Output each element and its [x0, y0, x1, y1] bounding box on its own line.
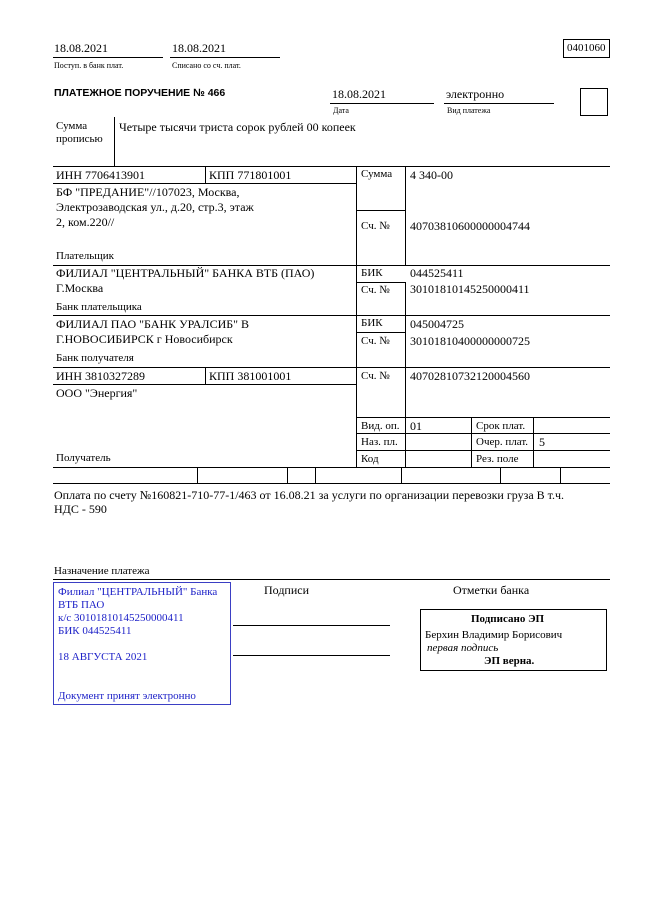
sum-words-value: Четыре тысячи триста сорок рублей 00 копеек: [119, 120, 356, 134]
grid-v-labels-5: [405, 367, 406, 417]
received-date-label: Поступ. в банк плат.: [54, 61, 124, 70]
grid-line-tax-top: [53, 467, 610, 468]
grid-v-payee-inn-kpp: [205, 367, 206, 384]
payment-type: электронно: [446, 87, 505, 101]
debited-date-label: Списано со сч. плат.: [172, 61, 241, 70]
code-box: [580, 88, 608, 116]
grid-line-inn: [53, 183, 356, 184]
bank-marks-label: Отметки банка: [453, 583, 530, 597]
payer-bank-account: 30101810145250000411: [410, 282, 530, 296]
purpose-label: Назначение платежа: [54, 565, 150, 577]
grid-line-payeebank-bik: [356, 332, 405, 333]
esign-title: Подписано ЭП: [471, 613, 545, 625]
sum-label: Сумма: [361, 168, 393, 180]
esign-role: первая подпись: [427, 642, 499, 654]
grid-v-labels-2: [405, 282, 406, 315]
payer-bank-city: Г.Москва: [56, 281, 104, 295]
grid-line-codes-top: [356, 417, 610, 418]
payer-account-label: Сч. №: [361, 220, 390, 232]
page-title: ПЛАТЕЖНОЕ ПОРУЧЕНИЕ № 466: [54, 87, 226, 99]
payee-account: 40702810732120004560: [410, 369, 530, 383]
debited-date-line: [170, 57, 280, 58]
payer-kpp: КПП 771801001: [209, 168, 292, 182]
payee-name: ООО "Энергия": [56, 386, 138, 400]
payee-label: Получатель: [56, 452, 111, 464]
reserve-label: Рез. поле: [476, 453, 519, 465]
payee-kpp: КПП 381001001: [209, 369, 292, 383]
grid-v-tax-5: [500, 467, 501, 483]
payee-bank-label: Банк получателя: [56, 352, 134, 364]
payer-account: 40703810600000004744: [410, 219, 530, 233]
signature-line-2: [233, 655, 390, 656]
signature-line-1: [233, 625, 390, 626]
received-date-line: [53, 57, 163, 58]
grid-v-labels-1: [405, 166, 406, 265]
document-date-label: Дата: [333, 106, 349, 115]
grid-v-labels-3: [405, 315, 406, 332]
form-code-box: [563, 39, 610, 58]
esign-box: [420, 609, 607, 671]
received-date: 18.08.2021: [54, 41, 108, 55]
payment-type-line: [444, 103, 554, 104]
payee-account-label: Сч. №: [361, 370, 390, 382]
payer-bank-account-label: Сч. №: [361, 284, 390, 296]
document-date: 18.08.2021: [332, 87, 386, 101]
grid-v-codes-2: [471, 417, 472, 467]
grid-v-labels-4: [405, 332, 406, 367]
grid-line-codes-mid2: [356, 450, 610, 451]
grid-v-tax-3: [315, 467, 316, 483]
op-type-label: Вид. оп.: [361, 420, 400, 432]
debited-date: 18.08.2021: [172, 41, 226, 55]
document-date-line: [330, 103, 434, 104]
bank-stamp: [53, 582, 231, 705]
signatures-label: Подписи: [264, 583, 310, 597]
payer-name-3: 2, ком.220//: [56, 215, 115, 229]
purpose-bottom-line: [53, 579, 610, 580]
payer-inn: ИНН 7706413901: [56, 168, 145, 182]
payee-bank-account: 30101810400000000725: [410, 334, 530, 348]
sum-words-label-1: Сумма: [56, 120, 88, 132]
payer-name-1: БФ "ПРЕДАНИЕ"//107023, Москва,: [56, 185, 240, 199]
payer-name-2: Электрозаводская ул., д.20, стр.3, этаж: [56, 200, 254, 214]
stamp-line-2: ВТБ ПАО: [58, 599, 105, 611]
purpose-code-label: Наз. пл.: [361, 436, 398, 448]
grid-line-codes-mid1: [356, 433, 610, 434]
payer-bank-bik-label: БИК: [361, 267, 383, 279]
grid-line-top: [53, 166, 610, 167]
stamp-line-1: Филиал "ЦЕНТРАЛЬНЫЙ" Банка: [58, 586, 218, 598]
due-label: Срок плат.: [476, 420, 526, 432]
stamp-accepted: Документ принят электронно: [58, 690, 196, 702]
order-label: Очер. плат.: [476, 436, 529, 448]
order-value: 5: [539, 435, 545, 449]
grid-v-tax-2: [287, 467, 288, 483]
payee-bank-bik: 045004725: [410, 317, 464, 331]
payer-bank-label: Банк плательщика: [56, 301, 142, 313]
grid-v-codes-1: [405, 417, 406, 467]
payer-label: Плательщик: [56, 250, 114, 262]
sum-words-divider: [114, 117, 115, 166]
payee-bank-bik-label: БИК: [361, 317, 383, 329]
grid-v-codes-3: [533, 417, 534, 467]
grid-v-tax-6: [560, 467, 561, 483]
sum-words-label-2: прописью: [56, 133, 103, 145]
purpose-line-1: Оплата по счету №160821-710-77-1/463 от 16.08.21 за услуги по организации перевозки груза В т.ч.: [54, 488, 565, 502]
sum-value: 4 340-00: [410, 168, 453, 182]
code-label: Код: [361, 453, 379, 465]
esign-verified: ЭП верна.: [484, 655, 535, 667]
stamp-line-4: БИК 044525411: [58, 625, 132, 637]
purpose-line-2: НДС - 590: [54, 502, 107, 516]
payer-bank-name: ФИЛИАЛ "ЦЕНТРАЛЬНЫЙ" БАНКА ВТБ (ПАО): [56, 266, 315, 280]
payee-bank-name-2: Г.НОВОСИБИРСК г Новосибирск: [56, 332, 233, 346]
grid-v-inn-kpp: [205, 166, 206, 183]
stamp-line-3: к/с 30101810145250000411: [58, 612, 184, 624]
payee-bank-name-1: ФИЛИАЛ ПАО "БАНК УРАЛСИБ" В: [56, 317, 250, 331]
grid-v-tax-1: [197, 467, 198, 483]
grid-v-tax-4: [401, 467, 402, 483]
grid-line-payeebank-bottom: [53, 367, 610, 368]
grid-line-tax-bottom: [53, 483, 610, 484]
payer-bank-bik: 044525411: [410, 266, 464, 280]
stamp-date: 18 АВГУСТА 2021: [58, 651, 148, 663]
esign-name: Берхин Владимир Борисович: [425, 629, 563, 641]
grid-line-payerbank-bottom: [53, 315, 610, 316]
payment-type-label: Вид платежа: [447, 106, 491, 115]
payee-bank-account-label: Сч. №: [361, 335, 390, 347]
payee-inn: ИНН 3810327289: [56, 369, 145, 383]
op-type-value: 01: [410, 419, 422, 433]
grid-line-payee-inn: [53, 384, 356, 385]
grid-line-sum-bottom: [356, 210, 405, 211]
grid-line-payerbank-bik: [356, 282, 405, 283]
form-code: 0401060: [567, 42, 606, 54]
grid-v-main: [356, 166, 357, 467]
